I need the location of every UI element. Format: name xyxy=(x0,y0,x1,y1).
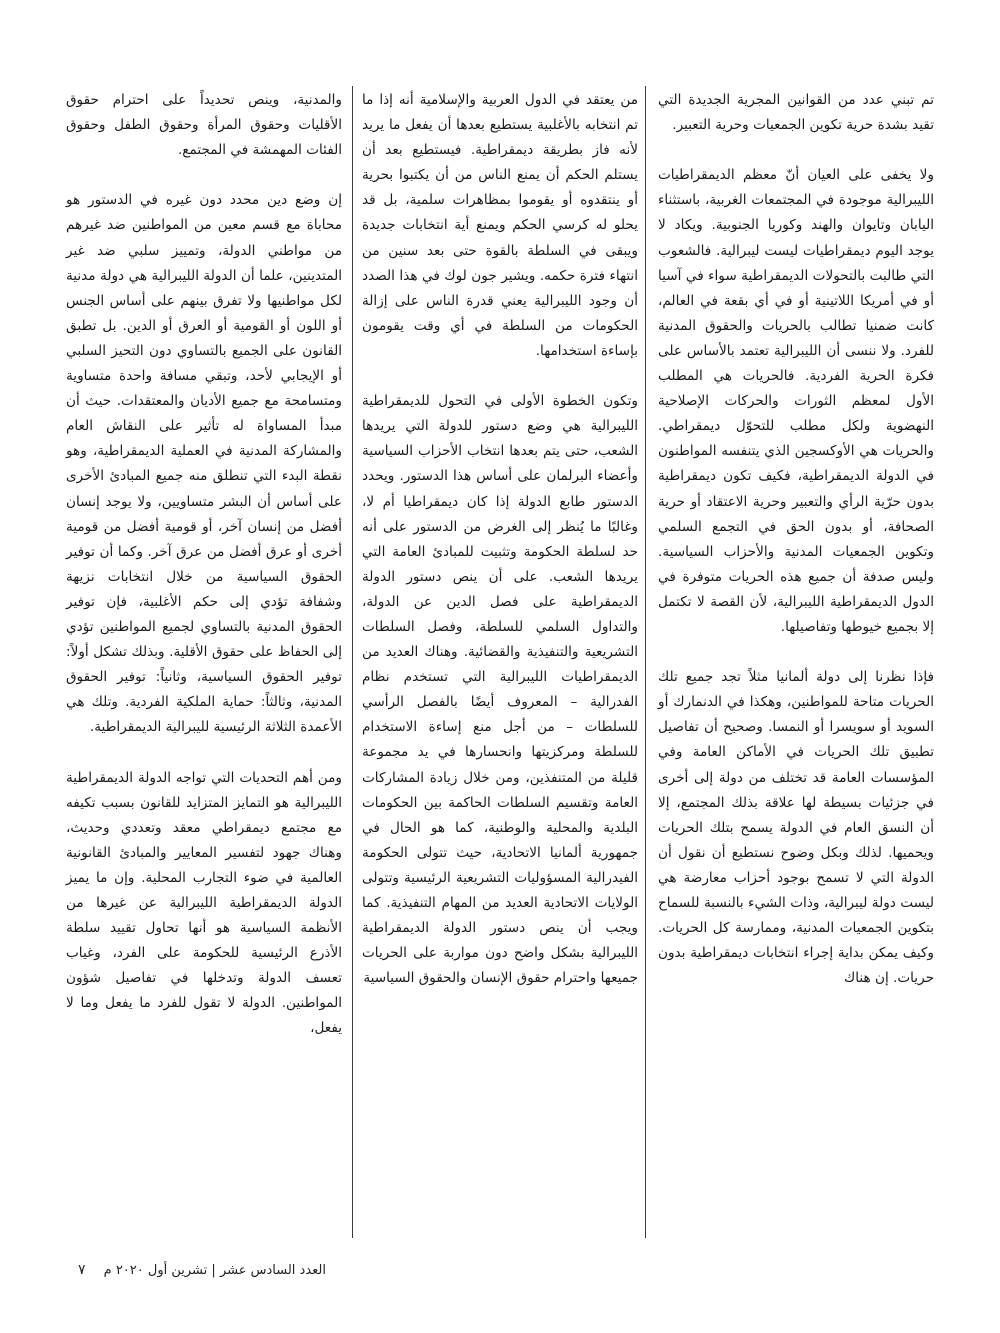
paragraph: من يعتقد في الدول العربية والإسلامية أنه إذا ما تم انتخابه بالأغلبية يستطيع بعدها أن يفعل ما يريد لأنه فاز بطريقة ديمقراطية. فيستطيع بعد أن يستلم الحكم أن يمنع الناس من أن يكتبوا بحرية أو ينتقدوه أو يقوموا بمظاهرات سلمية، بل قد يحلو له كرسي الحكم ويمنع أية انتخابات جديدة ويبقى في السلطة بالقوة حتى بعد سنين من انتهاء فترة حكمه. ويشير جون لوك في هذا الصدد أن وجود الليبرالية يعني قدرة الناس على إزالة الحكومات من السلطة في أي وقت يقومون بإساءة استخدامها. xyxy=(362,92,638,359)
issue-date: تشرين أول ٢٠٢٠ م xyxy=(103,1263,208,1278)
text-column-middle xyxy=(362,88,638,991)
page-footer xyxy=(66,1262,326,1278)
text-column-left xyxy=(66,88,342,1042)
column-divider xyxy=(645,86,646,1238)
page-number: ٧ xyxy=(77,1262,86,1278)
paragraph: ولا يخفى على العيان أنّ معظم الديمقراطيات الليبرالية موجودة في المجتمعات الغربية، باستثناء اليابان وتايوان والهند وكوريا الجنوبية. ويكاد لا يوجد اليوم ديمقراطيات ليست ليبرالية. فالشعوب التي طالبت بالتحولات الديمقراطية سواء في آسيا أو في أمريكا اللاتينية أو في أي بقعة في العالم، كانت ضمنيا تطالب بالحريات والحقوق المدنية للفرد. ولا ننسى أن الليبرالية تعتمد بالأساس على فكرة الحرية الفردية. فالحريات هي المطلب الأول لمعظم الثورات والحركات الإصلاحية النهضوية ولكل مطلب للتحوّل ديمقراطي. والحريات هي الأوكسجين الذي يتنفسه المواطنون في الدولة الديمقراطية، فكيف تكون ديمقراطية بدون حرّية الرأي والتعبير وحرية الاعتقاد أو حرية الصحافة، أو بدون الحق في التجمع السلمي وتكوين الجمعيات المدنية والأحزاب السياسية. وليس صدفة أن جميع هذه الحريات متوفرة في الدول الديمقراطية الليبرالية، لأن القصة لا تكتمل إلا بجميع خيوطها وتفاصيلها. xyxy=(658,167,934,635)
issue-label: العدد السادس عشر xyxy=(219,1263,326,1278)
paragraph: والمدنية، وينص تحديداً على احترام حقوق الأقليات وحقوق المرأة وحقوق الطفل وحقوق الفئات المهمشة في المجتمع. xyxy=(66,92,342,159)
paragraph: ومن أهم التحديات التي تواجه الدولة الديمقراطية الليبرالية هو التمايز المتزايد للقانون بسبب تكيفه مع مجتمع ديمقراطي معقد وتعددي وحديث، وهناك جهود لتفسير المعايير والمبادئ القانونية العالمية في ضوء التجارب المحلية. وإن ما يميز الدولة الديمقراطية الليبرالية عن غيرها من الأنظمة السياسية هو أنها تحاول تقييد سلطة الأذرع الرئيسية للحكومة على الفرد، وغياب تعسف الدولة وتدخلها في تفاصيل شؤون المواطنين. الدولة لا تقول للفرد ما يفعل وما لا يفعل، xyxy=(66,769,342,1037)
paragraph: تم تبني عدد من القوانين المجرية الجديدة التي تقيد بشدة حرية تكوين الجمعيات وحرية التعبير. xyxy=(658,92,934,134)
paragraph: إن وضع دين محدد دون غيره في الدستور هو محاباة مع قسم معين من المواطنين ضد غيرهم من مواطني الدولة، وتمييز سلبي ضد غير المتدينين، علما أن الدولة الليبرالية هي دولة مدنية لكل مواطنيها ولا تفرق بينهم على أساس الجنس أو اللون أو القومية أو العرق أو الدين. بل تطبق القانون على الجميع بالتساوي دون التحيز السلبي أو الإيجابي لأحد، وتبقي مسافة واحدة متساوية ومتسامحة مع جميع الأديان والمعتقدات. حيث أن مبدأ المساواة له تأثير على النقاش العام والمشاركة المدنية في العملية الديمقراطية، وهو نقطة البدء التي تنطلق منه جميع المبادئ الأخرى على أساس أن البشر متساويين، ولا يوجد إنسان أفضل من إنسان آخر، أو قومية أفضل من قومية أخرى أو عرق أفضل من عرق آخر. وكما أن توفير الحقوق السياسية من خلال انتخابات نزيهة وشفافة تؤدي إلى حكم الأغلبية، فإن توفير الحقوق المدنية بالتساوي لجميع المواطنين تؤدي إلى الحفاظ على حقوق الأقلية. وبذلك تشكل أولاً: توفير الحقوق السياسية، وثانياً: توفير الحقوق المدنية، وثالثاً: حماية الملكية الفردية. وتلك هي الأعمدة الثلاثة الرئيسية لليبرالية الديمقراطية. xyxy=(66,192,342,736)
text-column-right xyxy=(658,88,934,991)
column-divider xyxy=(352,86,353,1238)
paragraph: فإذا نظرنا إلى دولة ألمانيا مثلاً تجد جميع تلك الحريات متاحة للمواطنين، وهكذا في الدنمارك أو السويد أو سويسرا أو النمسا. وصحيح أن تفاصيل تطبيق تلك الحريات في الأماكن العامة وفي المؤسسات العامة قد تختلف من دولة إلى أخرى في جزئيات بسيطة لها علاقة بذلك المجتمع، إلا أن النسق العام في الدولة يسمح بتلك الحريات ويحميها. لذلك وبكل وضوح نستطيع أن نقول أن الدولة التي لا تسمح بوجود أحزاب معارضة هي ليست دولة ليبرالية، وذات الشيء بالنسبة للسماح بتكوين الجمعيات المدنية، وممارسة كل الحريات. وكيف يمكن بداية إجراء انتخابات ديمقراطية بدون حريات. إن هناك xyxy=(658,669,934,987)
paragraph: وتكون الخطوة الأولى في التحول للديمقراطية الليبرالية هي وضع دستور للدولة التي يريدها الشعب، حتى يتم بعدها انتخاب الأحزاب السياسية وأعضاء البرلمان على أساس هذا الدستور. ويحدد الدستور طابع الدولة إذا كان ديمقراطيا أم لا، وغالبًا ما يُنظر إلى الغرض من الدستور على أنه حد لسلطة الحكومة وتثبيت للمبادئ العامة التي يريدها الشعب. على أن ينص دستور الدولة الديمقراطية على فصل الدين عن الدولة، والتداول السلمي للسلطة، وفصل السلطات التشريعية والتنفيذية والقضائية. وهناك العديد من الديمقراطيات الليبرالية التي تستخدم نظام الفدرالية – المعروف أيضًا بالفصل الرأسي للسلطات – من أجل منع إساءة الاستخدام للسلطة ومركزيتها وانحسارها في يد مجموعة قليلة من المتنفذين، ومن خلال زيادة المشاركات العامة وتقسيم السلطات الحاكمة بين الحكومات البلدية والمحلية والوطنية، كما هو الحال في جمهورية ألمانيا الاتحادية، حيث تتولى الحكومة الفيدرالية المسؤوليات التشريعية الرئيسية وتتولى الولايات الاتحادية العديد من المهام التنفيذية. كما ويجب أن ينص دستور الدولة الديمقراطية الليبرالية بشكل واضح دون مواربة على الحريات جميعها واحترام حقوق الإنسان والحقوق السياسية xyxy=(362,393,638,987)
footer-separator: | xyxy=(211,1263,216,1278)
